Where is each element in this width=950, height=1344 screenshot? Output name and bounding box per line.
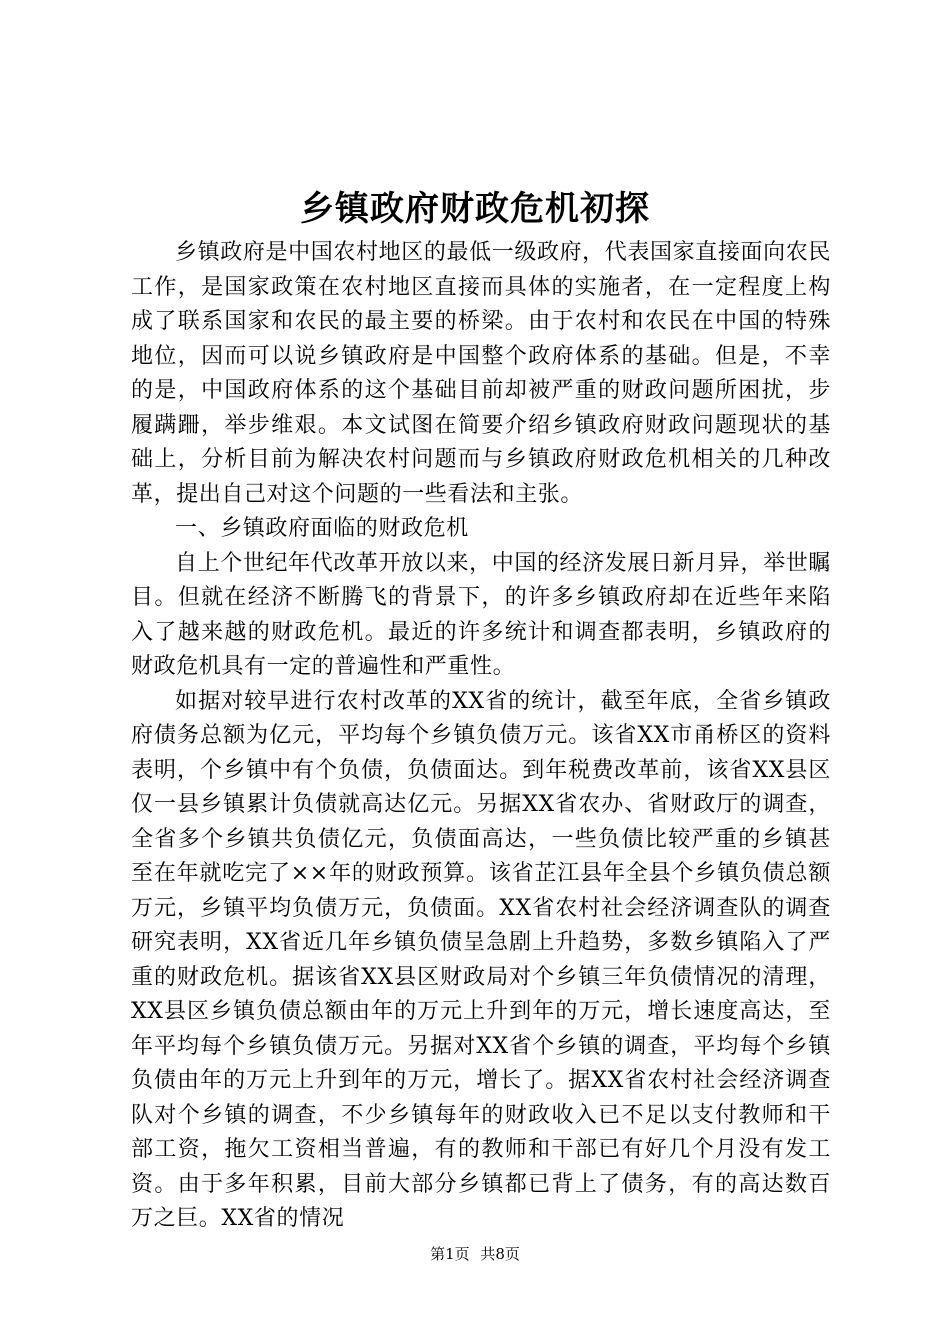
paragraph-intro: 乡镇政府是中国农村地区的最低一级政府，代表国家直接面向农民工作，是国家政策在农村地区直接而具体的实施者，在一定程度上构成了联系国家和农民的最主要的桥梁。由于农村和农民在中国的特殊地位，因而可以说乡镇政府是中国整个政府体系的基础。但是，不幸的是，中国政府体系的这个基础目前却被严重的财政问题所困扰，步履蹒跚，举步维艰。本文试图在简要介绍乡镇政府财政问题现状的基础上，分析目前为解决农村问题而与乡镇政府财政危机相关的几种改革，提出自己对这个问题的一些看法和主张。 <box>131 240 831 507</box>
document-body <box>131 236 831 1237</box>
page-total: 共8页 <box>480 1245 520 1263</box>
page-number: 第1页 <box>430 1245 470 1263</box>
page-footer <box>0 1244 950 1264</box>
paragraph-background: 自上个世纪年代改革开放以来，中国的经济发展日新月异，举世瞩目。但就在经济不断腾飞的背景下，的许多乡镇政府却在近些年来陷入了越来越的财政危机。最近的许多统计和调查都表明，乡镇政府的财政危机具有一定的普遍性和严重性。 <box>131 550 831 679</box>
paragraph-statistics: 如据对较早进行农村改革的XX省的统计，截至年底，全省乡镇政府债务总额为亿元，平均每个乡镇负债万元。该省XX市甬桥区的资料表明，个乡镇中有个负债，负债面达。到年税费改革前，该省XX县区仅一县乡镇累计负债就高达亿元。另据XX省农办、省财政厅的调查，全省多个乡镇共负债亿元，负债面高达，一些负债比较严重的乡镇甚至在年就吃完了××年的财政预算。该省芷江县年全县个乡镇负债总额万元，乡镇平均负债万元，负债面。XX省农村社会经济调查队的调查研究表明，XX省近几年乡镇负债呈急剧上升趋势，多数乡镇陷入了严重的财政危机。据该省XX县区财政局对个乡镇三年负债情况的清理，XX县区乡镇负债总额由年的万元上升到年的万元，增长速度高达，至年平均每个乡镇负债万元。另据对XX省个乡镇的调查，平均每个乡镇负债由年的万元上升到年的万元，增长了。据XX省农村社会经济调查队对个乡镇的调查，不少乡镇每年的财政收入已不足以支付教师和干部工资，拖欠工资相当普遍，有的教师和干部已有好几个月没有发工资。由于多年积累，目前大部分乡镇都已背上了债务，有的高达数百万之巨。XX省的情况 <box>131 688 831 1231</box>
document-title: 乡镇政府财政危机初探 <box>300 189 650 229</box>
section-heading-1: 一、乡镇政府面临的财政危机 <box>175 516 469 541</box>
